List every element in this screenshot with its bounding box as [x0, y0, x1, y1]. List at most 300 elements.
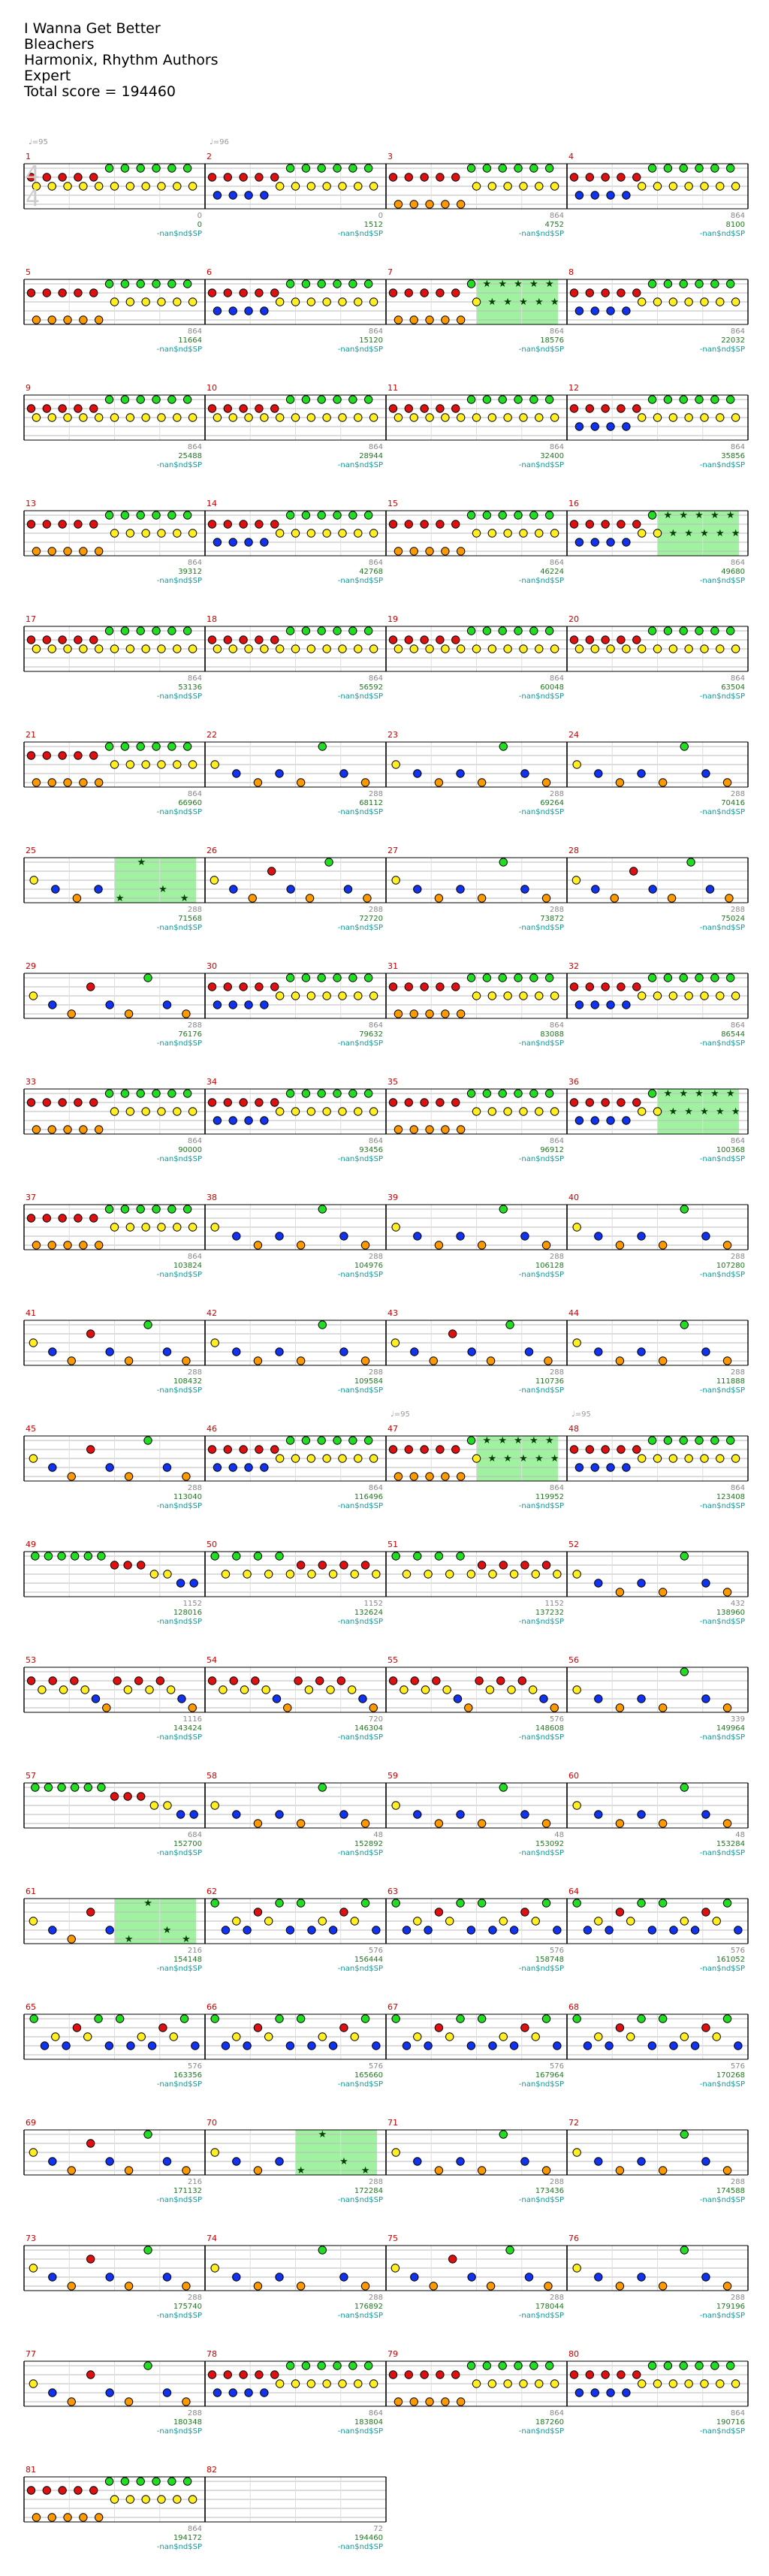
cumulative-score: 109584	[354, 1377, 383, 1386]
note-b	[521, 1811, 529, 1818]
note-r	[59, 1099, 66, 1106]
note-r	[633, 636, 641, 644]
note-y	[685, 1455, 692, 1462]
note-y	[291, 1108, 299, 1115]
note-g	[168, 280, 176, 288]
note-g	[183, 2478, 191, 2485]
measure-25	[24, 858, 205, 903]
note-y	[653, 645, 661, 653]
note-y	[276, 298, 283, 306]
measure-subscore: 864	[187, 1137, 202, 1145]
note-b	[591, 1001, 599, 1009]
note-y	[29, 2264, 37, 2272]
note-g	[168, 627, 176, 635]
note-y	[701, 1455, 708, 1462]
note-r	[405, 1099, 412, 1106]
note-g	[680, 280, 687, 288]
note-b	[213, 307, 221, 315]
note-r	[389, 636, 397, 644]
note-g	[302, 974, 309, 982]
note-g	[95, 2015, 102, 2022]
measure-subscore: 684	[187, 1831, 202, 1839]
note-g	[180, 2015, 188, 2022]
note-r	[271, 2371, 279, 2378]
measure-number: 10	[207, 383, 217, 393]
note-b	[229, 307, 237, 315]
measure-number: 64	[568, 1887, 579, 1896]
note-o	[48, 547, 56, 555]
note-y	[520, 182, 527, 190]
note-r	[59, 2487, 66, 2494]
note-y	[701, 182, 708, 190]
note-b	[213, 1464, 221, 1471]
note-y	[339, 645, 346, 653]
note-o	[182, 2398, 190, 2406]
note-y	[701, 992, 708, 1000]
star-note: ★	[482, 279, 492, 290]
note-g	[318, 1321, 326, 1329]
note-y	[369, 414, 377, 421]
note-r	[110, 1793, 118, 1800]
note-g	[349, 974, 357, 982]
note-y	[64, 645, 71, 653]
note-b	[457, 2158, 464, 2165]
note-y	[80, 182, 87, 190]
note-g	[105, 627, 113, 635]
note-o	[478, 1241, 485, 1249]
note-y	[307, 1455, 315, 1462]
note-r	[316, 1677, 324, 1685]
note-y	[307, 1108, 315, 1115]
note-o	[95, 1126, 102, 1133]
note-g	[392, 1899, 400, 1907]
note-y	[158, 1108, 165, 1115]
note-b	[591, 423, 599, 430]
sp-label: -nan$nd$SP	[156, 230, 202, 238]
note-y	[126, 761, 134, 768]
sp-label: -nan$nd$SP	[699, 924, 745, 932]
note-b	[702, 1695, 710, 1703]
note-b	[106, 2389, 113, 2397]
note-r	[452, 405, 460, 412]
note-o	[616, 1357, 623, 1365]
cumulative-score: 53136	[178, 683, 202, 692]
measure-46	[205, 1436, 386, 1481]
note-o	[659, 1820, 666, 1827]
note-o	[544, 1357, 552, 1365]
note-r	[74, 405, 82, 412]
note-r	[297, 1561, 304, 1569]
measure-subscore: 288	[187, 2409, 202, 2418]
note-y	[529, 1686, 536, 1694]
note-b	[403, 2042, 410, 2050]
note-g	[168, 1090, 176, 1097]
note-o	[125, 1010, 132, 1018]
measure-subscore: 864	[730, 327, 745, 336]
note-r	[208, 289, 216, 297]
cumulative-score: 68112	[359, 799, 383, 807]
sp-label: -nan$nd$SP	[156, 2543, 202, 2551]
note-y	[276, 1455, 283, 1462]
note-y	[307, 645, 315, 653]
note-g	[318, 164, 325, 172]
note-b	[286, 1926, 294, 1934]
sp-label: -nan$nd$SP	[156, 1502, 202, 1510]
note-y	[550, 992, 558, 1000]
note-g	[349, 627, 357, 635]
star-note: ★	[162, 1925, 172, 1936]
note-y	[701, 298, 708, 306]
note-g	[302, 280, 309, 288]
note-y	[213, 414, 221, 421]
note-y	[318, 1917, 326, 1925]
note-r	[617, 520, 625, 528]
note-b	[276, 770, 283, 777]
note-y	[731, 992, 739, 1000]
note-y	[504, 182, 511, 190]
note-g	[530, 627, 538, 635]
note-r	[617, 173, 625, 181]
note-g	[659, 1899, 666, 1907]
note-r	[254, 1908, 261, 1916]
sp-label: -nan$nd$SP	[337, 1386, 383, 1395]
note-g	[530, 2362, 538, 2369]
note-y	[142, 1108, 149, 1115]
note-b	[372, 1926, 380, 1934]
note-g	[545, 396, 553, 403]
measure-52	[567, 1552, 748, 1597]
cumulative-score: 110736	[535, 1377, 564, 1386]
note-r	[43, 2487, 50, 2494]
note-o	[125, 2398, 132, 2406]
note-o	[394, 1010, 402, 1018]
sp-label: -nan$nd$SP	[518, 577, 564, 585]
note-o	[723, 2167, 731, 2174]
note-o	[426, 1473, 433, 1480]
cumulative-score: 158748	[535, 1956, 564, 1964]
note-y	[240, 1686, 248, 1694]
note-y	[369, 182, 377, 190]
note-y	[392, 2149, 400, 2156]
note-r	[43, 173, 50, 181]
cumulative-score: 156444	[354, 1956, 383, 1964]
note-y	[142, 645, 149, 653]
note-r	[702, 2024, 710, 2032]
sp-label: -nan$nd$SP	[699, 1618, 745, 1626]
measure-81	[24, 2477, 205, 2522]
sp-label: -nan$nd$SP	[699, 2427, 745, 2436]
measure-subscore: 864	[187, 443, 202, 451]
note-b	[344, 885, 351, 893]
note-r	[90, 173, 98, 181]
measure-subscore: 288	[549, 1253, 564, 1261]
star-note: ★	[679, 1088, 689, 1099]
note-y	[339, 1108, 346, 1115]
note-o	[542, 779, 550, 786]
sp-label: -nan$nd$SP	[518, 1155, 564, 1163]
note-y	[126, 414, 134, 421]
note-y	[354, 298, 362, 306]
note-b	[702, 1232, 710, 1240]
note-r	[570, 520, 578, 528]
note-g	[499, 858, 507, 866]
measure-subscore: 864	[187, 790, 202, 798]
note-y	[158, 1223, 165, 1231]
note-y	[595, 2033, 602, 2041]
note-o	[68, 1010, 75, 1018]
note-g	[514, 164, 522, 172]
note-g	[333, 627, 341, 635]
note-b	[648, 1926, 656, 1934]
note-y	[164, 1802, 171, 1809]
note-y	[421, 1686, 429, 1694]
note-o	[182, 1357, 190, 1365]
note-g	[105, 511, 113, 519]
note-r	[59, 289, 66, 297]
note-o	[48, 2514, 56, 2521]
measure-number: 52	[568, 1540, 579, 1549]
cumulative-score: 111888	[716, 1377, 745, 1386]
sp-label: -nan$nd$SP	[699, 808, 745, 816]
note-r	[49, 1677, 56, 1685]
note-g	[499, 627, 506, 635]
note-r	[602, 636, 609, 644]
note-o	[457, 547, 464, 555]
note-g	[302, 396, 309, 403]
measure-subscore: 288	[187, 1368, 202, 1377]
note-y	[488, 2380, 496, 2387]
note-o	[32, 1241, 40, 1249]
cumulative-score: 175740	[173, 2303, 202, 2311]
note-y	[446, 1917, 454, 1925]
note-g	[483, 1090, 490, 1097]
note-g	[664, 164, 671, 172]
star-note: ★	[544, 1435, 554, 1446]
note-g	[514, 396, 522, 403]
note-b	[623, 307, 630, 315]
note-r	[436, 983, 444, 991]
note-g	[349, 1090, 357, 1097]
note-y	[424, 1570, 432, 1578]
note-g	[286, 164, 294, 172]
note-g	[333, 280, 341, 288]
note-o	[182, 1010, 190, 1018]
note-g	[98, 1552, 105, 1560]
note-g	[152, 743, 160, 750]
note-y	[29, 992, 37, 1000]
note-y	[550, 182, 558, 190]
note-y	[48, 414, 56, 421]
measure-subscore: 576	[187, 2062, 202, 2071]
measure-number: 57	[26, 1771, 36, 1781]
note-r	[521, 1561, 529, 1569]
note-y	[323, 414, 330, 421]
cumulative-score: 39312	[178, 568, 202, 576]
cumulative-score: 79632	[359, 1030, 383, 1039]
note-b	[521, 770, 529, 777]
note-y	[510, 1570, 517, 1578]
measure-6	[205, 279, 386, 324]
note-b	[403, 1926, 410, 1934]
note-o	[64, 547, 71, 555]
note-b	[308, 1926, 315, 1934]
cumulative-score: 56592	[359, 683, 383, 692]
note-b	[607, 538, 614, 546]
note-r	[27, 1677, 35, 1685]
cumulative-score: 86544	[721, 1030, 745, 1039]
note-y	[48, 645, 56, 653]
note-b	[575, 2389, 583, 2397]
note-b	[106, 1926, 113, 1934]
sp-label: -nan$nd$SP	[699, 1849, 745, 1857]
sp-label: -nan$nd$SP	[699, 1386, 745, 1395]
note-r	[27, 636, 35, 644]
note-y	[265, 2033, 273, 2041]
note-y	[653, 1455, 661, 1462]
note-y	[669, 1455, 677, 1462]
measure-33	[24, 1089, 205, 1134]
measure-subscore: 1152	[544, 1600, 564, 1608]
note-g	[98, 1784, 105, 1791]
note-g	[318, 2246, 326, 2254]
note-g	[364, 1437, 372, 1444]
note-r	[255, 289, 263, 297]
note-b	[670, 2042, 677, 2050]
note-b	[623, 2389, 630, 2397]
note-r	[616, 1908, 623, 1916]
note-r	[208, 173, 216, 181]
note-y	[339, 414, 346, 421]
note-y	[233, 1917, 240, 1925]
sp-label: -nan$nd$SP	[156, 1733, 202, 1742]
note-b	[575, 192, 583, 199]
note-r	[267, 867, 275, 875]
note-b	[372, 2042, 380, 2050]
measure-68	[567, 2014, 748, 2059]
note-y	[653, 2380, 661, 2387]
note-b	[176, 1579, 184, 1587]
note-y	[59, 1686, 67, 1694]
note-b	[595, 1232, 602, 1240]
note-b	[106, 2273, 113, 2281]
measure-44	[567, 1320, 748, 1365]
note-o	[182, 2282, 190, 2290]
note-g	[726, 627, 734, 635]
note-y	[489, 1570, 496, 1578]
note-o	[426, 2398, 433, 2406]
note-o	[544, 2282, 552, 2290]
note-y	[680, 2033, 688, 2041]
note-y	[553, 1570, 561, 1578]
note-o	[254, 1820, 261, 1827]
star-note: ★	[487, 1453, 497, 1464]
note-g	[664, 627, 671, 635]
note-y	[188, 182, 196, 190]
note-y	[716, 182, 724, 190]
measure-number: 68	[568, 2002, 579, 2012]
note-y	[354, 1108, 362, 1115]
note-r	[90, 520, 98, 528]
note-g	[648, 2362, 656, 2369]
cumulative-score: 143424	[173, 1724, 202, 1733]
measure-number: 51	[388, 1540, 398, 1549]
sp-label: -nan$nd$SP	[699, 345, 745, 354]
note-b	[510, 2042, 517, 2050]
cumulative-score: 8100	[725, 221, 745, 229]
measure-subscore: 576	[368, 1947, 383, 1955]
sp-label: -nan$nd$SP	[518, 1502, 564, 1510]
note-g	[664, 280, 671, 288]
measure-number: 48	[568, 1424, 579, 1434]
note-y	[716, 1455, 724, 1462]
measure-subscore: 288	[187, 906, 202, 914]
measure-number: 78	[207, 2349, 217, 2359]
note-y	[575, 645, 583, 653]
note-r	[255, 173, 263, 181]
note-y	[392, 761, 400, 768]
note-y	[164, 1570, 171, 1578]
note-r	[421, 2371, 428, 2378]
note-y	[211, 2149, 219, 2156]
note-y	[48, 182, 56, 190]
note-g	[499, 164, 506, 172]
note-y	[550, 529, 558, 537]
note-o	[457, 316, 464, 324]
note-y	[243, 1570, 251, 1578]
note-g	[137, 164, 144, 172]
note-r	[421, 405, 428, 412]
note-b	[276, 1232, 283, 1240]
note-g	[483, 396, 490, 403]
note-y	[573, 761, 581, 768]
note-g	[318, 1784, 326, 1791]
star-note: ★	[534, 1453, 544, 1464]
note-g	[514, 2362, 522, 2369]
note-g	[573, 2015, 581, 2022]
note-r	[633, 520, 641, 528]
note-g	[318, 974, 325, 982]
note-r	[405, 1446, 412, 1453]
note-y	[403, 1570, 410, 1578]
measure-28	[567, 858, 748, 903]
note-y	[64, 414, 71, 421]
note-r	[421, 1446, 428, 1453]
note-o	[426, 316, 433, 324]
note-o	[616, 1820, 623, 1827]
note-y	[110, 2496, 118, 2503]
note-y	[520, 414, 527, 421]
note-y	[126, 645, 134, 653]
note-y	[261, 645, 268, 653]
note-y	[394, 414, 402, 421]
note-r	[254, 2024, 261, 2032]
note-b	[691, 2042, 698, 2050]
note-g	[648, 164, 656, 172]
note-g	[144, 2362, 152, 2369]
measure-subscore: 288	[368, 1368, 383, 1377]
note-g	[499, 974, 506, 982]
note-y	[110, 1108, 118, 1115]
note-g	[711, 2362, 719, 2369]
measure-subscore: 864	[368, 1137, 383, 1145]
cumulative-score: 66960	[178, 799, 202, 807]
measure-number: 2	[207, 152, 212, 161]
note-b	[691, 1926, 698, 1934]
note-g	[297, 2015, 304, 2022]
note-y	[731, 414, 739, 421]
sp-label: -nan$nd$SP	[518, 2427, 564, 2436]
note-y	[716, 645, 724, 653]
